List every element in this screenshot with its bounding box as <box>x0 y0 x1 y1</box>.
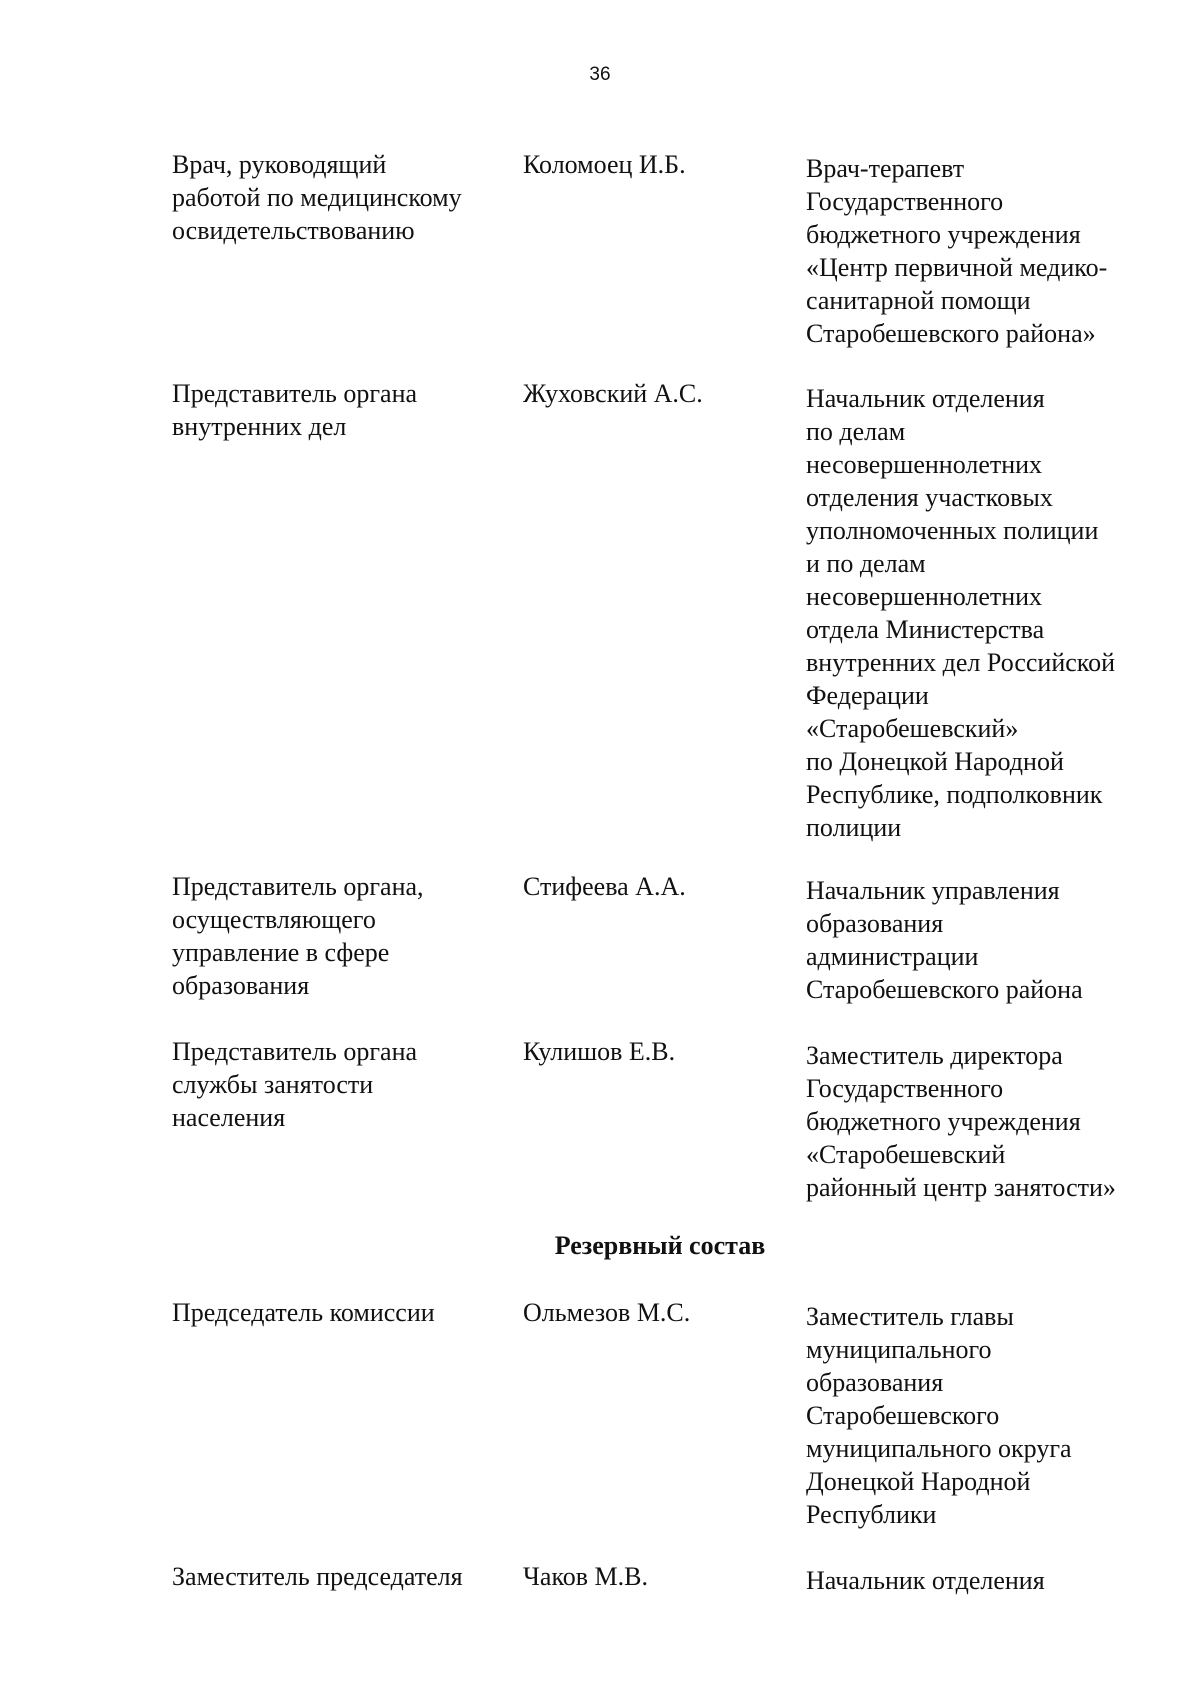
position-cell: Начальник отделения <box>806 1566 1045 1595</box>
name-cell: Жуховский А.С. <box>523 379 703 408</box>
position-cell: Врач-терапевт Государственного бюджетного учреждения «Центр первичной медико- санитарной помощи Старобешевского района» <box>806 154 1108 348</box>
name-cell: Коломоец И.Б. <box>523 150 686 179</box>
role-cell: Заместитель председателя <box>172 1562 463 1591</box>
position-cell: Заместитель директора Государственного бюджетного учреждения «Старобешевский районный центр занятости» <box>806 1041 1116 1202</box>
role-cell: Представитель органа, осуществляющего управление в сфере образования <box>172 872 424 1000</box>
name-cell: Чаков М.В. <box>523 1562 648 1591</box>
page-number: 36 <box>589 64 611 85</box>
role-cell: Председатель комиссии <box>172 1298 435 1327</box>
role-cell: Врач, руководящий работой по медицинскому освидетельствованию <box>172 150 462 245</box>
name-cell: Стифеева А.А. <box>523 872 686 901</box>
reserve-heading: Резервный состав <box>554 1231 766 1260</box>
name-cell: Кулишов Е.В. <box>523 1037 676 1066</box>
position-cell: Начальник отделения по делам несовершеннолетних отделения участковых уполномоченных полиции и по делам несовершеннолетних отдела Министерства внутренних дел Российской Федерации «Старобешевский» по Донецкой Народной Республике, подполковник полиции <box>806 384 1116 842</box>
name-cell: Ольмезов М.С. <box>523 1298 691 1327</box>
role-cell: Представитель органа внутренних дел <box>172 379 418 441</box>
role-cell: Представитель органа службы занятости населения <box>172 1037 418 1132</box>
position-cell: Начальник управления образования администрации Старобешевского района <box>806 876 1083 1004</box>
position-cell: Заместитель главы муниципального образования Старобешевского муниципального округа Донецкой Народной Республики <box>806 1302 1072 1529</box>
